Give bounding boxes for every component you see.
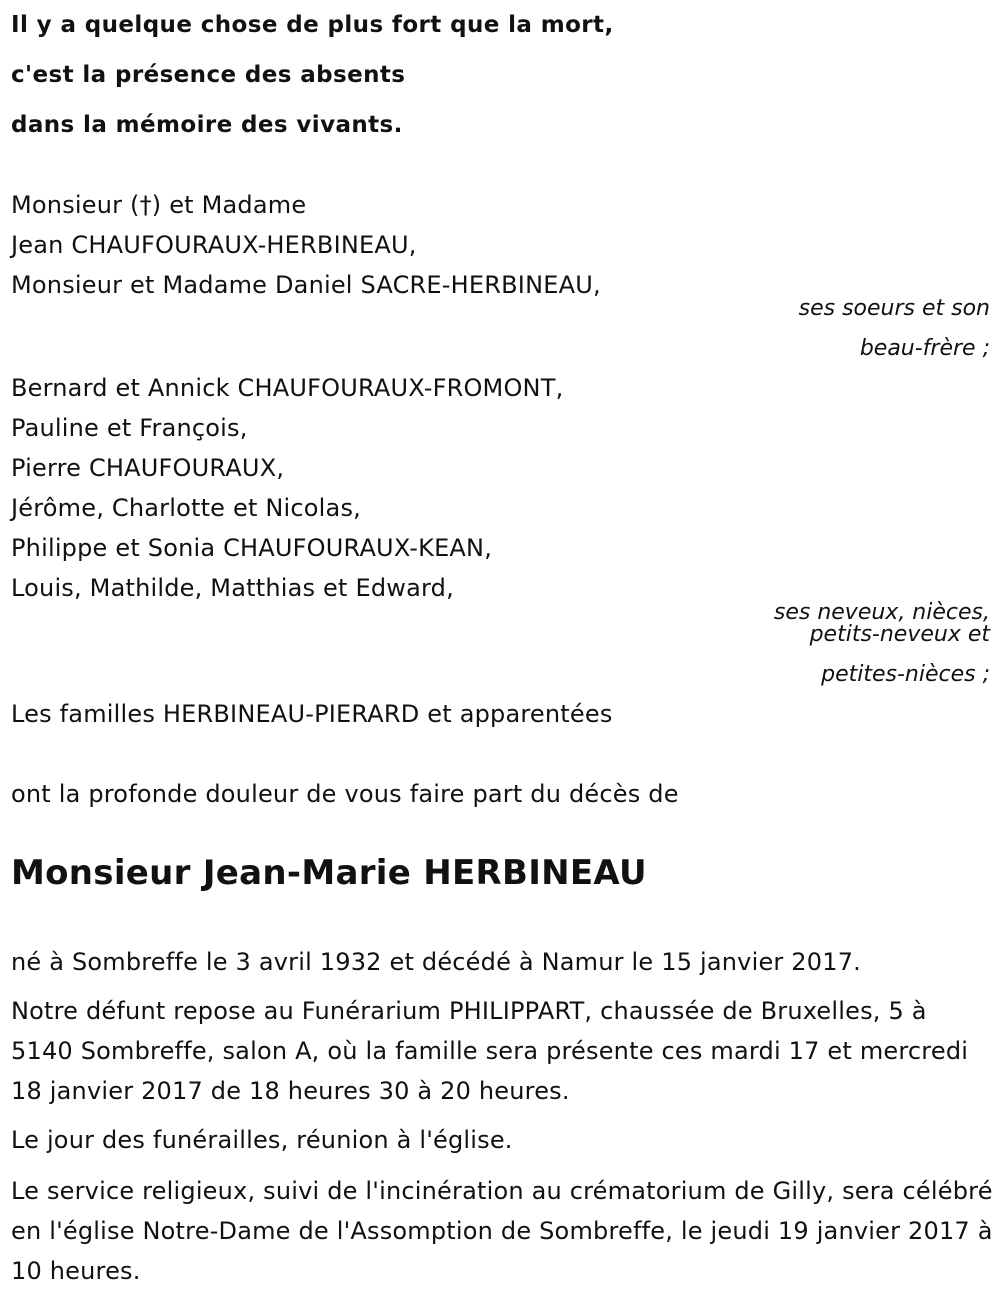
quote-line-3: dans la mémoire des vivants. [11,112,403,138]
group2-line-3: Pierre CHAUFOURAUX, [11,454,285,482]
group2-relation-line-2: petits-neveux et [809,622,990,647]
group1-line-3: Monsieur et Madame Daniel SACRE-HERBINEAU, [11,271,601,299]
meeting-text: Le jour des funérailles, réunion à l'église. [11,1126,513,1154]
group2-relation-line-3: petites-nièces ; [821,662,990,687]
birth-death-text: né à Sombreffe le 3 avril 1932 et décédé à Namur le 15 janvier 2017. [11,948,862,976]
group1-relation-line-1: ses soeurs et son [798,296,990,321]
group1-relation-line-2: beau-frère ; [859,336,990,361]
group2-line-5: Philippe et Sonia CHAUFOURAUX-KEAN, [11,534,493,562]
families-line: Les familles HERBINEAU-PIERARD et apparentées [11,700,613,728]
group2-line-6: Louis, Mathilde, Matthias et Edward, [11,574,454,602]
group2-line-4: Jérôme, Charlotte et Nicolas, [11,494,361,522]
group1-line-1: Monsieur (†) et Madame [11,191,307,219]
quote-line-2: c'est la présence des absents [11,62,406,88]
service-text: Le service religieux, suivi de l'incinération au crématorium de Gilly, sera célébré en l'église Notre-Dame de l'Assomption de Sombreffe, le jeudi 19 janvier 2017 à 10 heures. [11,1177,993,1285]
group2-relation-line-1: ses neveux, nièces, [773,600,990,625]
group2-line-2: Pauline et François, [11,414,248,442]
quote-line-1: Il y a quelque chose de plus fort que la mort, [11,12,614,38]
deceased-name: Monsieur Jean-Marie HERBINEAU [11,853,647,893]
group1-line-2: Jean CHAUFOURAUX-HERBINEAU, [11,231,417,259]
group2-line-1: Bernard et Annick CHAUFOURAUX-FROMONT, [11,374,564,402]
repose-text: Notre défunt repose au Funérarium PHILIPPART, chaussée de Bruxelles, 5 à 5140 Sombreffe, salon A, où la famille sera présente ces mardi 17 et mercredi 18 janvier 2017 de 18 heures 30 à 20 heures. [11,997,969,1105]
announcement-line: ont la profonde douleur de vous faire part du décès de [11,780,679,808]
